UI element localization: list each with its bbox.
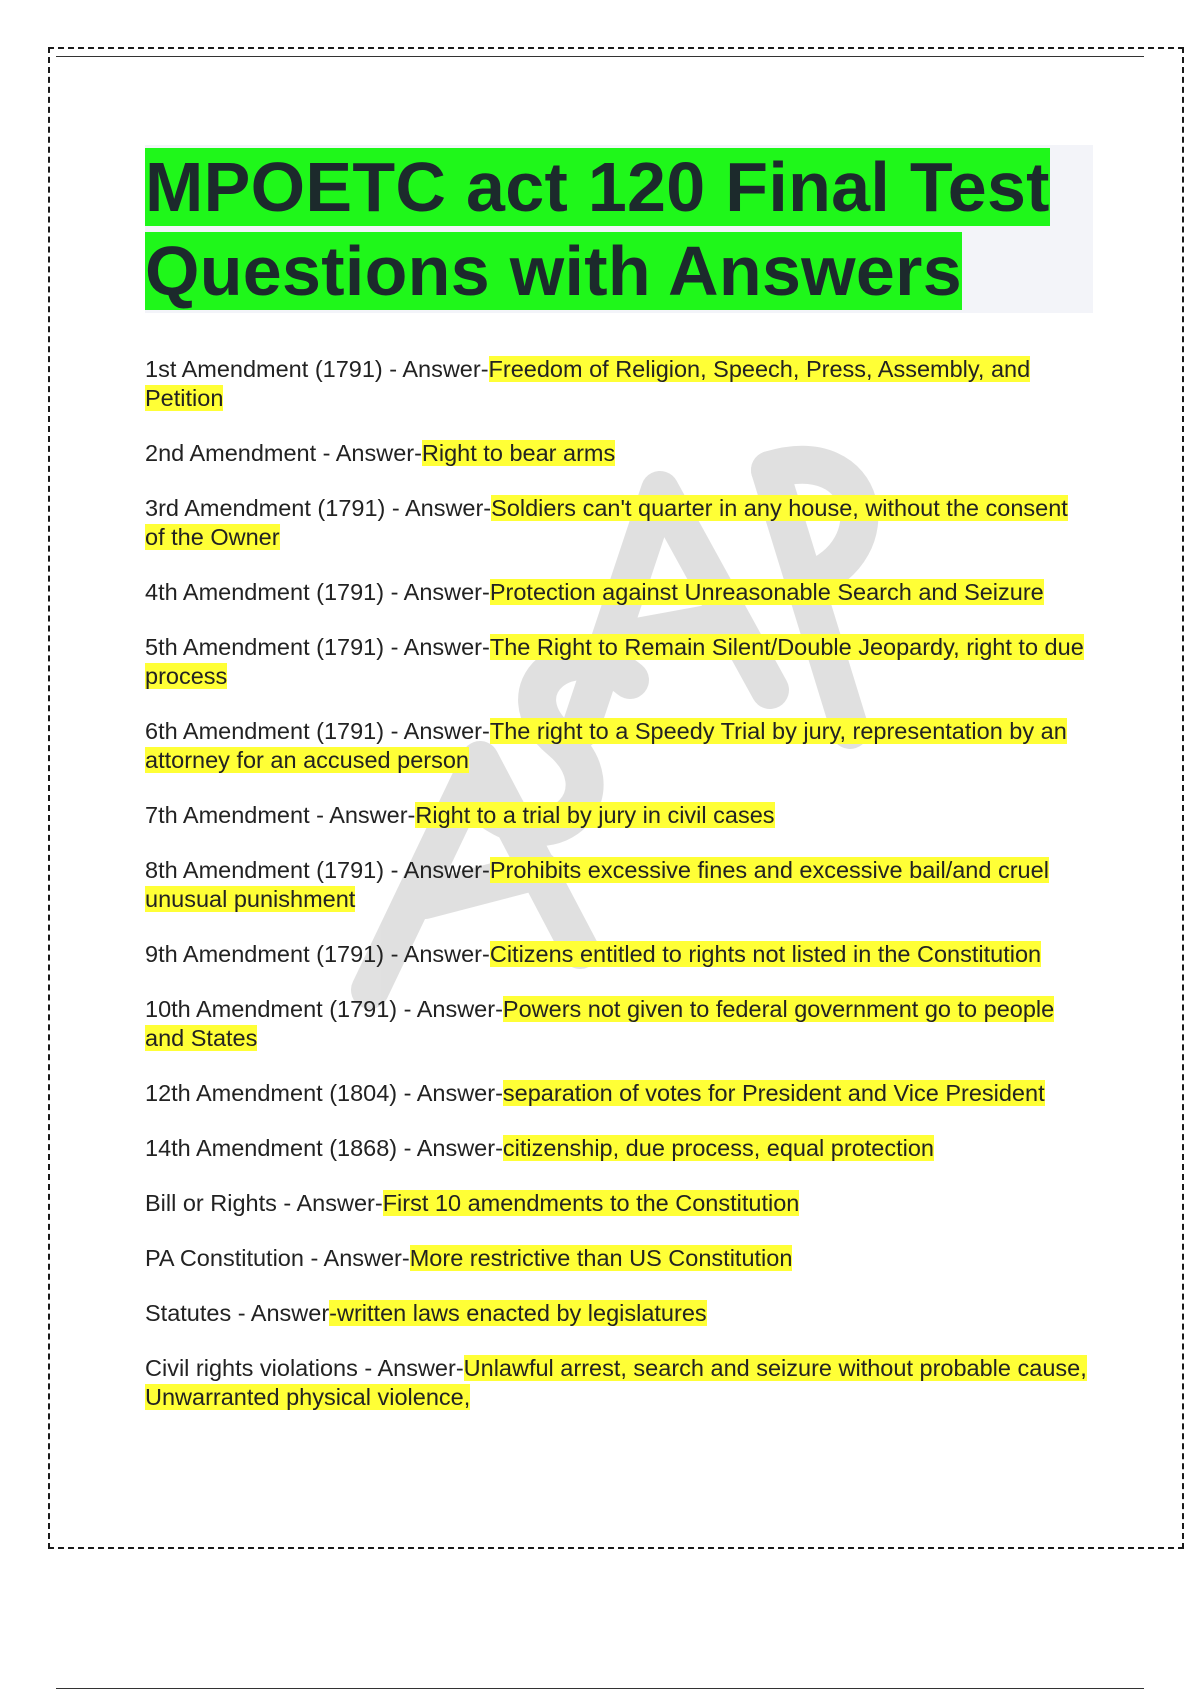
qa-item xyxy=(145,801,1090,830)
answer-text: Right to a trial by jury in civil cases xyxy=(415,802,775,828)
question-text: 2nd Amendment - Answer- xyxy=(145,440,422,466)
qa-item xyxy=(145,355,1090,413)
question-text: 10th Amendment (1791) - Answer- xyxy=(145,996,503,1022)
qa-item xyxy=(145,439,1090,468)
answer-text: Citizens entitled to rights not listed in the Constitution xyxy=(489,941,1042,967)
title-block xyxy=(145,145,1093,313)
bottom-divider xyxy=(56,1688,1144,1689)
question-text: 5th Amendment (1791) - Answer- xyxy=(145,634,490,660)
answer-text: More restrictive than US Constitution xyxy=(409,1245,793,1271)
title-line-1: MPOETC act 120 Final Test xyxy=(145,148,1050,226)
answer-text: The Right to Remain Silent/Double Jeopardy, right to due process xyxy=(145,634,1084,689)
qa-item xyxy=(145,1189,1090,1218)
answer-text: The right to a Speedy Trial by jury, representation by an attorney for an accused person xyxy=(145,718,1067,773)
title-line-2: Questions with Answers xyxy=(145,232,962,310)
qa-item xyxy=(145,578,1090,607)
qa-item xyxy=(145,1079,1090,1108)
qa-item xyxy=(145,995,1090,1053)
answer-text-continued: Unwarranted physical violence, xyxy=(145,1384,471,1410)
qa-item xyxy=(145,1299,1090,1328)
question-text: 3rd Amendment (1791) - Answer- xyxy=(145,495,492,521)
question-text: 12th Amendment (1804) - Answer- xyxy=(145,1080,503,1106)
qa-item xyxy=(145,1354,1090,1412)
qa-item xyxy=(145,1244,1090,1273)
question-text: 8th Amendment (1791) - Answer- xyxy=(145,857,490,883)
question-text: Statutes - Answer xyxy=(145,1300,330,1326)
question-text: Civil rights violations - Answer- xyxy=(145,1355,464,1381)
answer-text: Powers not given to federal government go to people and States xyxy=(145,996,1055,1051)
answer-text: citizenship, due process, equal protection xyxy=(502,1135,934,1161)
qa-item xyxy=(145,633,1090,691)
answer-text: Right to bear arms xyxy=(421,440,616,466)
qa-list xyxy=(145,355,1090,1438)
answer-text: Freedom of Religion, Speech, Press, Assembly, and Petition xyxy=(145,356,1031,411)
qa-item xyxy=(145,1134,1090,1163)
question-text: 9th Amendment (1791) - Answer- xyxy=(145,941,490,967)
answer-text: Protection against Unreasonable Search and Seizure xyxy=(489,579,1044,605)
qa-item xyxy=(145,856,1090,914)
qa-item xyxy=(145,940,1090,969)
question-text: 14th Amendment (1868) - Answer- xyxy=(145,1135,503,1161)
answer-text: Prohibits excessive fines and excessive bail/and cruel unusual punishment xyxy=(145,857,1049,912)
answer-text: Soldiers can't quarter in any house, without the consent of the Owner xyxy=(145,495,1068,550)
answer-text: First 10 amendments to the Constitution xyxy=(382,1190,800,1216)
answer-text: separation of votes for President and Vice President xyxy=(502,1080,1045,1106)
qa-item xyxy=(145,494,1090,552)
question-text: Bill or Rights - Answer- xyxy=(145,1190,383,1216)
qa-item xyxy=(145,717,1090,775)
answer-text: -written laws enacted by legislatures xyxy=(329,1300,707,1326)
question-text: 1st Amendment (1791) - Answer- xyxy=(145,356,489,382)
question-text: 4th Amendment (1791) - Answer- xyxy=(145,579,490,605)
page-title xyxy=(145,145,1093,313)
question-text: PA Constitution - Answer- xyxy=(145,1245,410,1271)
top-divider xyxy=(56,56,1144,57)
answer-text: Unlawful arrest, search and seizure without probable cause, xyxy=(463,1355,1087,1381)
question-text: 6th Amendment (1791) - Answer- xyxy=(145,718,490,744)
question-text: 7th Amendment - Answer- xyxy=(145,802,416,828)
watermark-text: ASAP xyxy=(330,430,333,431)
